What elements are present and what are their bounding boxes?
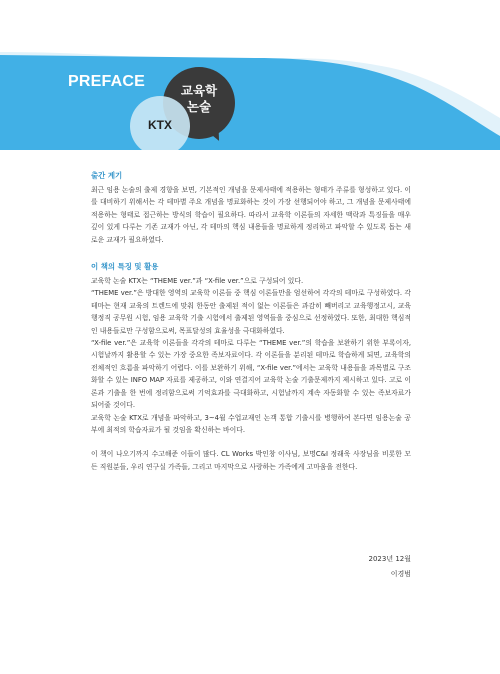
closing-paragraph: 이 책이 나오기까지 수고해준 이들이 많다. CL Works 박인창 이사님, 보명C&I 정래욱 사장님을 비롯한 모든 직원분들, 우리 연구실 가족들, 그리고 마지막으로 사랑하는 가족에게 고마움을 전한다.: [91, 450, 411, 471]
paragraph: 최근 임용 논술의 출제 경향을 보면, 기본적인 개념을 문제사태에 적용하는 형태가 주류를 형성하고 있다. 이를 대비하기 위해서는 각 테마별 주요 개념을 명료화하는 것이 가장 선행되어야 하고, 그 개념을 문제사태에 적용하는 형태로 접근하는 방식의 학습이 필요하다. 따라서 교육학 이론들의 자세한 맥락과 특징들을 매우 깊이 있게 다루는 기존 교재가 아닌, 각 테마의 핵심 내용들을 명료하게 정리하고 파악할 수 있도록 돕는 새로운 교재가 필요하였다.: [91, 186, 411, 244]
preface-body: [91, 170, 411, 473]
signature-date: 2023년 12월: [368, 555, 411, 563]
paragraph: “THEME ver.”은 방대한 영역의 교육학 이론들 중 핵심 이론들만을 엄선하여 각각의 테마로 구성하였다. 각 테마는 현재 교육의 트렌드에 맞춰 한동안 출제된 적이 없는 이론들은 과감히 빼버리고 교육행정고시, 교육행정직 공무원 시험, 임용 교육학 기출 시험에서 출제된 영역들을 중심으로 선정하였다. 또한, 최대한 핵심적인 내용들로만 구성함으로써, 목표달성의 효율성을 극대화하였다.: [91, 289, 411, 335]
subject-line-2: 논술: [186, 99, 212, 114]
section-features: [91, 261, 411, 436]
paragraph: “X-file ver.”은 교육학 이론들을 각각의 테마로 다루는 “THEME ver.”의 학습을 보완하기 위한 부록이자, 시험날까지 활용할 수 있는 가장 중요한 족보자료이다. 각 이론들을 분리된 테마로 학습하게 되면, 교육학의 전체적인 흐름을 파악하기 어렵다. 이를 보완하기 위해, “X-file ver.”에서는 교육학 내용들을 과목별로 구조화할 수 있는 INFO MAP 자료를 제공하고, 이와 연결지어 교육학 논술 기출문제까지 제시하고 있다. 고로 이론과 기출을 한 번에 정리함으로써 기억효과를 극대화하고, 시험날까지 계속 자동화할 수 있는 족보자료가 되어줄 것이다.: [91, 339, 411, 410]
section-heading: 이 책의 특징 및 활용: [91, 262, 159, 272]
signature-name: 이경범: [390, 570, 411, 578]
ktx-bubble: [130, 96, 190, 150]
ktx-label: KTX: [148, 118, 172, 132]
section-background: [91, 170, 411, 246]
section-heading: 출간 계기: [91, 171, 123, 180]
subject-line-1: 교육학: [180, 83, 218, 98]
preface-title: PREFACE: [68, 73, 145, 90]
paragraph: 교육학 논술 KTX로 개념을 파악하고, 3~4월 수업교재인 논객 통합 기출시를 병행하여 본다면 임용논술 공부에 최적의 학습자료가 될 것임을 확신하는 바이다.: [91, 413, 411, 434]
header-banner: [0, 0, 500, 150]
paragraph: 교육학 논술 KTX는 “THEME ver.”과 “X-file ver.”으로 구성되어 있다.: [91, 277, 304, 286]
